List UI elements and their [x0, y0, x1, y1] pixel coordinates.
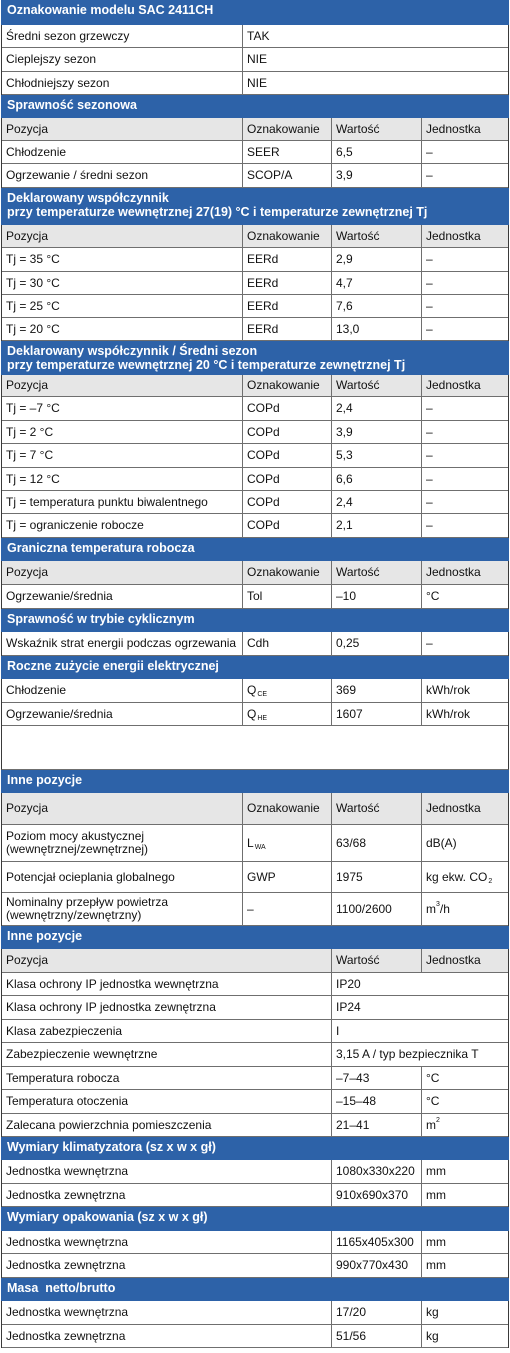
row-mark: – [243, 893, 332, 926]
col-pos: Pozycja [2, 561, 243, 585]
col-val: Wartość [332, 793, 422, 825]
row-label: Ogrzewanie/średnia [2, 703, 243, 726]
row-label: Klasa zabezpieczenia [2, 1020, 332, 1043]
row-unit: – [422, 444, 508, 468]
row-label: Ogrzewanie / średni sezon [2, 164, 243, 188]
column-header-row [1, 225, 509, 248]
row-unit: °C [422, 1067, 508, 1090]
row-mark: L WA [243, 825, 332, 862]
row-unit: – [422, 397, 508, 421]
row-unit: – [422, 295, 508, 318]
row-label: Tj = temperatura punktu biwalentnego [2, 491, 243, 514]
row-label: Tj = 20 °C [2, 318, 243, 341]
row-value: 3,15 A / typ bezpiecznika T [332, 1043, 508, 1067]
row-label: Chłodzenie [2, 679, 243, 703]
row-unit: kg [422, 1325, 508, 1348]
row-value: 3,9 [332, 164, 422, 188]
section-header-packaging: Wymiary opakowania (sz x w x gł) [1, 1207, 509, 1231]
row-value: 5,3 [332, 444, 422, 468]
row-unit: mm [422, 1160, 508, 1184]
col-mark: Oznakowanie [243, 118, 332, 141]
row-mark: EERd [243, 318, 332, 341]
row-value: 910x690x370 [332, 1184, 422, 1207]
section-header-eer: Deklarowany współczynnik przy temperaturze wewnętrznej 27(19) °C i temperaturze zewnętrznej Tj [1, 188, 509, 225]
section-header-limit: Graniczna temperatura robocza [1, 538, 509, 561]
col-val: Wartość [332, 118, 422, 141]
row-mark: SEER [243, 141, 332, 164]
row-mark: Tol [243, 585, 332, 609]
table-row [1, 141, 509, 164]
row-unit: kg [422, 1301, 508, 1325]
table-row [1, 72, 509, 95]
table-row [1, 248, 509, 272]
col-pos: Pozycja [2, 375, 243, 397]
row-unit: mm [422, 1184, 508, 1207]
section-header-cyclic: Sprawność w trybie cyklicznym [1, 609, 509, 632]
col-pos: Pozycja [2, 949, 332, 973]
row-label: Ogrzewanie/średnia [2, 585, 243, 609]
row-label: Wskaźnik strat energii podczas ogrzewania [2, 632, 243, 656]
row-label: Temperatura otoczenia [2, 1090, 332, 1114]
row-label: Tj = 30 °C [2, 272, 243, 295]
table-row [1, 973, 509, 996]
row-value: 2,9 [332, 248, 422, 272]
row-unit: – [422, 468, 508, 491]
row-value: 21–41 [332, 1114, 422, 1137]
row-value: 2,1 [332, 514, 422, 538]
row-value: 2,4 [332, 491, 422, 514]
section-header-cop: Deklarowany współczynnik / Średni sezon przy temperaturze wewnętrznej 20 °C i temperaturze zewnętrznej Tj [1, 341, 509, 375]
row-label: Jednostka wewnętrzna [2, 1231, 332, 1254]
row-label: Tj = 12 °C [2, 468, 243, 491]
table-row [1, 491, 509, 514]
row-mark: COPd [243, 397, 332, 421]
table-row [1, 1254, 509, 1278]
table-row [1, 272, 509, 295]
row-value: 13,0 [332, 318, 422, 341]
row-unit: dB(A) [422, 825, 508, 862]
section-header-mass: Masa netto/brutto [1, 1278, 509, 1301]
table-row [1, 164, 509, 188]
row-label: Cieplejszy sezon [2, 48, 243, 72]
row-value: 1165x405x300 [332, 1231, 422, 1254]
table-row [1, 1160, 509, 1184]
table-row [1, 1231, 509, 1254]
row-unit: – [422, 318, 508, 341]
row-value: –7–43 [332, 1067, 422, 1090]
col-pos: Pozycja [2, 793, 243, 825]
table-row [1, 893, 509, 926]
table-row [1, 514, 509, 538]
section-header-model: Oznakowanie modelu SAC 2411CH [1, 0, 509, 25]
row-value: IP24 [332, 996, 508, 1020]
row-mark: COPd [243, 514, 332, 538]
row-unit: m 2 [422, 1114, 508, 1137]
row-unit: – [422, 248, 508, 272]
row-unit: – [422, 164, 508, 188]
row-label: Klasa ochrony IP jednostka zewnętrzna [2, 996, 332, 1020]
row-value: NIE [243, 48, 508, 72]
table-row [1, 862, 509, 893]
section-header-dimensions: Wymiary klimatyzatora (sz x w x gł) [1, 1137, 509, 1160]
row-label: Poziom mocy akustycznej (wewnętrznej/zewnętrznej) [2, 825, 243, 862]
row-unit: kWh/rok [422, 679, 508, 703]
row-value: 17/20 [332, 1301, 422, 1325]
row-label: Jednostka wewnętrzna [2, 1301, 332, 1325]
row-mark: COPd [243, 491, 332, 514]
row-label: Tj = 2 °C [2, 421, 243, 444]
col-val: Wartość [332, 949, 422, 973]
row-mark: EERd [243, 248, 332, 272]
row-label: Jednostka zewnętrzna [2, 1325, 332, 1348]
col-unit: Jednostka [422, 225, 508, 248]
col-unit: Jednostka [422, 375, 508, 397]
col-unit: Jednostka [422, 561, 508, 585]
row-value: 3,9 [332, 421, 422, 444]
row-value: 369 [332, 679, 422, 703]
col-unit: Jednostka [422, 118, 508, 141]
table-row [1, 48, 509, 72]
col-mark: Oznakowanie [243, 561, 332, 585]
row-label: Tj = –7 °C [2, 397, 243, 421]
row-unit: – [422, 632, 508, 656]
table-row [1, 996, 509, 1020]
row-mark: Cdh [243, 632, 332, 656]
row-value: 1080x330x220 [332, 1160, 422, 1184]
row-value: –10 [332, 585, 422, 609]
row-unit: kWh/rok [422, 703, 508, 726]
table-row [1, 1114, 509, 1137]
spec-sheet [1, 0, 509, 1348]
column-header-row [1, 561, 509, 585]
row-label: Jednostka zewnętrzna [2, 1254, 332, 1278]
row-mark: GWP [243, 862, 332, 893]
row-value: 0,25 [332, 632, 422, 656]
table-row [1, 825, 509, 862]
row-unit: mm [422, 1254, 508, 1278]
row-unit: – [422, 421, 508, 444]
col-pos: Pozycja [2, 118, 243, 141]
table-row [1, 295, 509, 318]
row-value: 6,5 [332, 141, 422, 164]
row-mark: COPd [243, 444, 332, 468]
section-header-annual: Roczne zużycie energii elektrycznej [1, 656, 509, 679]
row-label: Potencjał ocieplania globalnego [2, 862, 243, 893]
table-row [1, 1090, 509, 1114]
row-label: Chłodzenie [2, 141, 243, 164]
row-label: Chłodniejszy sezon [2, 72, 243, 95]
section-header-other: Inne pozycje [1, 770, 509, 793]
row-unit: °C [422, 1090, 508, 1114]
row-mark: COPd [243, 468, 332, 491]
row-value: I [332, 1020, 508, 1043]
col-mark: Oznakowanie [243, 793, 332, 825]
row-value: 990x770x430 [332, 1254, 422, 1278]
row-value: 7,6 [332, 295, 422, 318]
col-mark: Oznakowanie [243, 375, 332, 397]
col-unit: Jednostka [422, 793, 508, 825]
col-val: Wartość [332, 225, 422, 248]
row-value: 1100/2600 [332, 893, 422, 926]
column-header-row [1, 949, 509, 973]
column-header-row [1, 793, 509, 825]
row-value: –15–48 [332, 1090, 422, 1114]
row-value: NIE [243, 72, 508, 95]
section-header-other-2: Inne pozycje [1, 926, 509, 949]
row-value: 63/68 [332, 825, 422, 862]
row-label: Tj = 25 °C [2, 295, 243, 318]
row-value: 51/56 [332, 1325, 422, 1348]
row-unit: kg ekw. CO 2 [422, 862, 508, 893]
row-mark: Q HE [243, 703, 332, 726]
row-unit: – [422, 514, 508, 538]
table-row [1, 1301, 509, 1325]
row-mark: Q CE [243, 679, 332, 703]
table-row [1, 679, 509, 703]
section-header-seasonal: Sprawność sezonowa [1, 95, 509, 118]
row-label: Tj = ograniczenie robocze [2, 514, 243, 538]
row-unit: °C [422, 585, 508, 609]
table-row [1, 25, 509, 48]
row-mark: SCOP/A [243, 164, 332, 188]
row-value: 1607 [332, 703, 422, 726]
row-label: Temperatura robocza [2, 1067, 332, 1090]
row-mark: COPd [243, 421, 332, 444]
table-row [1, 1325, 509, 1348]
row-unit: – [422, 141, 508, 164]
row-mark: EERd [243, 272, 332, 295]
column-header-row [1, 375, 509, 397]
table-row [1, 1067, 509, 1090]
col-val: Wartość [332, 375, 422, 397]
row-value: 6,6 [332, 468, 422, 491]
row-value: 2,4 [332, 397, 422, 421]
row-label: Klasa ochrony IP jednostka wewnętrzna [2, 973, 332, 996]
blank-gap [1, 726, 509, 770]
row-label: Tj = 7 °C [2, 444, 243, 468]
row-unit: mm [422, 1231, 508, 1254]
row-mark: EERd [243, 295, 332, 318]
row-value: IP20 [332, 973, 508, 996]
column-header-row [1, 118, 509, 141]
col-mark: Oznakowanie [243, 225, 332, 248]
table-row [1, 585, 509, 609]
row-label: Jednostka wewnętrzna [2, 1160, 332, 1184]
row-label: Średni sezon grzewczy [2, 25, 243, 48]
col-pos: Pozycja [2, 225, 243, 248]
table-row [1, 468, 509, 491]
row-value: TAK [243, 25, 508, 48]
row-value: 4,7 [332, 272, 422, 295]
row-unit: – [422, 491, 508, 514]
table-row [1, 421, 509, 444]
row-label: Nominalny przepływ powietrza (wewnętrzny/zewnętrzny) [2, 893, 243, 926]
row-label: Zabezpieczenie wewnętrzne [2, 1043, 332, 1067]
table-row [1, 318, 509, 341]
row-label: Tj = 35 °C [2, 248, 243, 272]
table-row [1, 1184, 509, 1207]
col-val: Wartość [332, 561, 422, 585]
row-unit: – [422, 272, 508, 295]
row-label: Jednostka zewnętrzna [2, 1184, 332, 1207]
table-row [1, 1020, 509, 1043]
table-row [1, 397, 509, 421]
row-label: Zalecana powierzchnia pomieszczenia [2, 1114, 332, 1137]
table-row [1, 703, 509, 726]
col-unit: Jednostka [422, 949, 508, 973]
row-unit: m 3 /h [422, 893, 508, 926]
row-value: 1975 [332, 862, 422, 893]
table-row [1, 632, 509, 656]
table-row [1, 444, 509, 468]
table-row [1, 1043, 509, 1067]
